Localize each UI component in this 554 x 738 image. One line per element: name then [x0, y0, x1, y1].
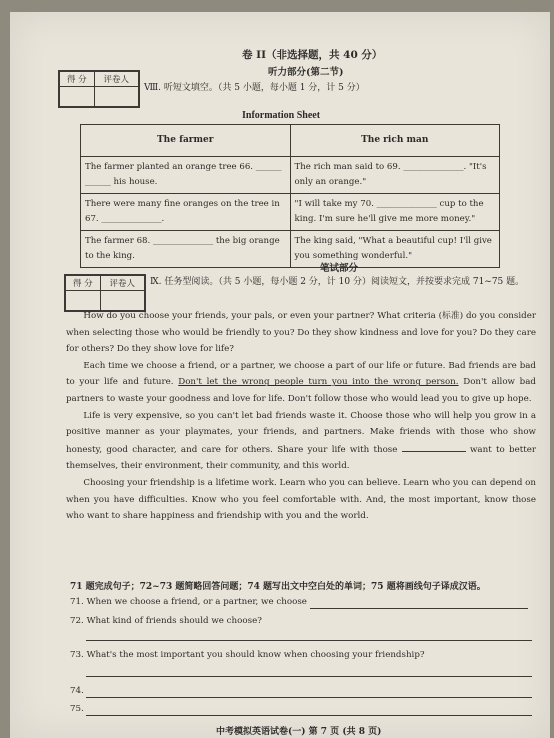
blank-69-cell: The rich man said to 69. ______________. "It's only an orange." [290, 157, 500, 194]
question-requirements: 71 题完成句子；72~73 题简略回答问题；74 题写出文中空白处的单词；75 题将画线句子译成汉语。 [70, 582, 486, 592]
paragraph-1: How do you choose your friends, your pals, or even your partner? What criteria (标准) do you consider when selecting those who would be friendly to you? Do they show kindness and love for you? Do they care for others? Do they show love for life? [66, 311, 536, 355]
blank-66-cell: The farmer planted an orange tree 66. ______ ______ his house. [81, 157, 291, 194]
question-72: 72. What kind of friends should we choose? [70, 616, 262, 626]
blank-74[interactable] [402, 441, 466, 452]
score-label: 得 分 [66, 276, 101, 291]
answer-line-75[interactable] [86, 715, 532, 716]
information-sheet-title: Information Sheet [242, 110, 321, 121]
written-section-heading: 笔试部分 [320, 263, 359, 274]
paragraph-2: Each time we choose a friend, or a partner, we choose a part of our life or future. Bad friends are bad to your life and future. Don't let the wrong people turn you into the wrong person. Don't allow bad partners to waste your goodness and love for life. Don't follow those who would lead you to give up hope. [66, 360, 536, 404]
answer-line-71[interactable] [310, 608, 528, 609]
table-row [81, 231, 500, 268]
king-quote-cell: The king said, "What a beautiful cup! I'll give you something wonderful." [290, 231, 500, 268]
blank-70-cell: "I will take my 70. ______________ cup to the king. I'm sure he'll give me more money." [290, 194, 500, 231]
section-title: 卷 II（非选择题，共 40 分） [242, 49, 383, 61]
question-74: 74. [70, 686, 84, 696]
answer-line-72[interactable] [86, 640, 532, 641]
grader-label: 评卷人 [100, 276, 144, 291]
answer-line-73[interactable] [86, 676, 532, 677]
underlined-sentence: Don't let the wrong people turn you into the wrong person. [178, 377, 459, 388]
blank-68-cell: The farmer 68. ______________ the big orange to the king. [81, 231, 291, 268]
information-sheet-table [80, 124, 500, 268]
column-header-farmer: The farmer [81, 125, 291, 157]
question-71: 71. When we choose a friend, or a partner, we choose [70, 597, 307, 607]
reading-instruction: Ⅸ. 任务型阅读。（共 5 小题，每小题 2 分，计 10 分）阅读短文，并按要求完成 71~75 题。 [150, 277, 525, 287]
page-footer: 中考模拟英语试卷(一) 第 7 页 (共 8 页) [216, 727, 382, 737]
score-box-reading [64, 274, 146, 312]
answer-line-74[interactable] [86, 697, 532, 698]
blank-67-cell: There were many fine oranges on the tree in 67. ______________. [81, 194, 291, 231]
column-header-rich-man: The rich man [290, 125, 500, 157]
paragraph-3: Life is very expensive, so you can't let bad friends waste it. Choose those who will help you grow in a positive manner as your playmates, your friends, and partners. Make friends with those who show honesty, good character, and care for others. Share your life with those want to better themselves, their environment, their community, and this world. [66, 410, 536, 472]
score-box-listening [58, 70, 140, 108]
listening-subtitle: 听力部分(第二节) [268, 67, 344, 78]
question-73: 73. What's the most important you should know when choosing your friendship? [70, 650, 425, 660]
listening-instruction: Ⅷ. 听短文填空。（共 5 小题，每小题 1 分，计 5 分） [144, 83, 365, 93]
table-row [81, 157, 500, 194]
reading-passage [66, 308, 536, 525]
paragraph-4: Choosing your friendship is a lifetime work. Learn who you can believe. Learn who you can depend on when you have difficulties. Know who you feel comfortable with. And, the most important, know those who want to share happiness and friendship with you and the world. [66, 477, 536, 522]
grader-label: 评卷人 [94, 72, 138, 87]
question-75: 75. [70, 704, 84, 714]
score-label: 得 分 [60, 72, 95, 87]
exam-page [10, 12, 550, 738]
table-row [81, 194, 500, 231]
